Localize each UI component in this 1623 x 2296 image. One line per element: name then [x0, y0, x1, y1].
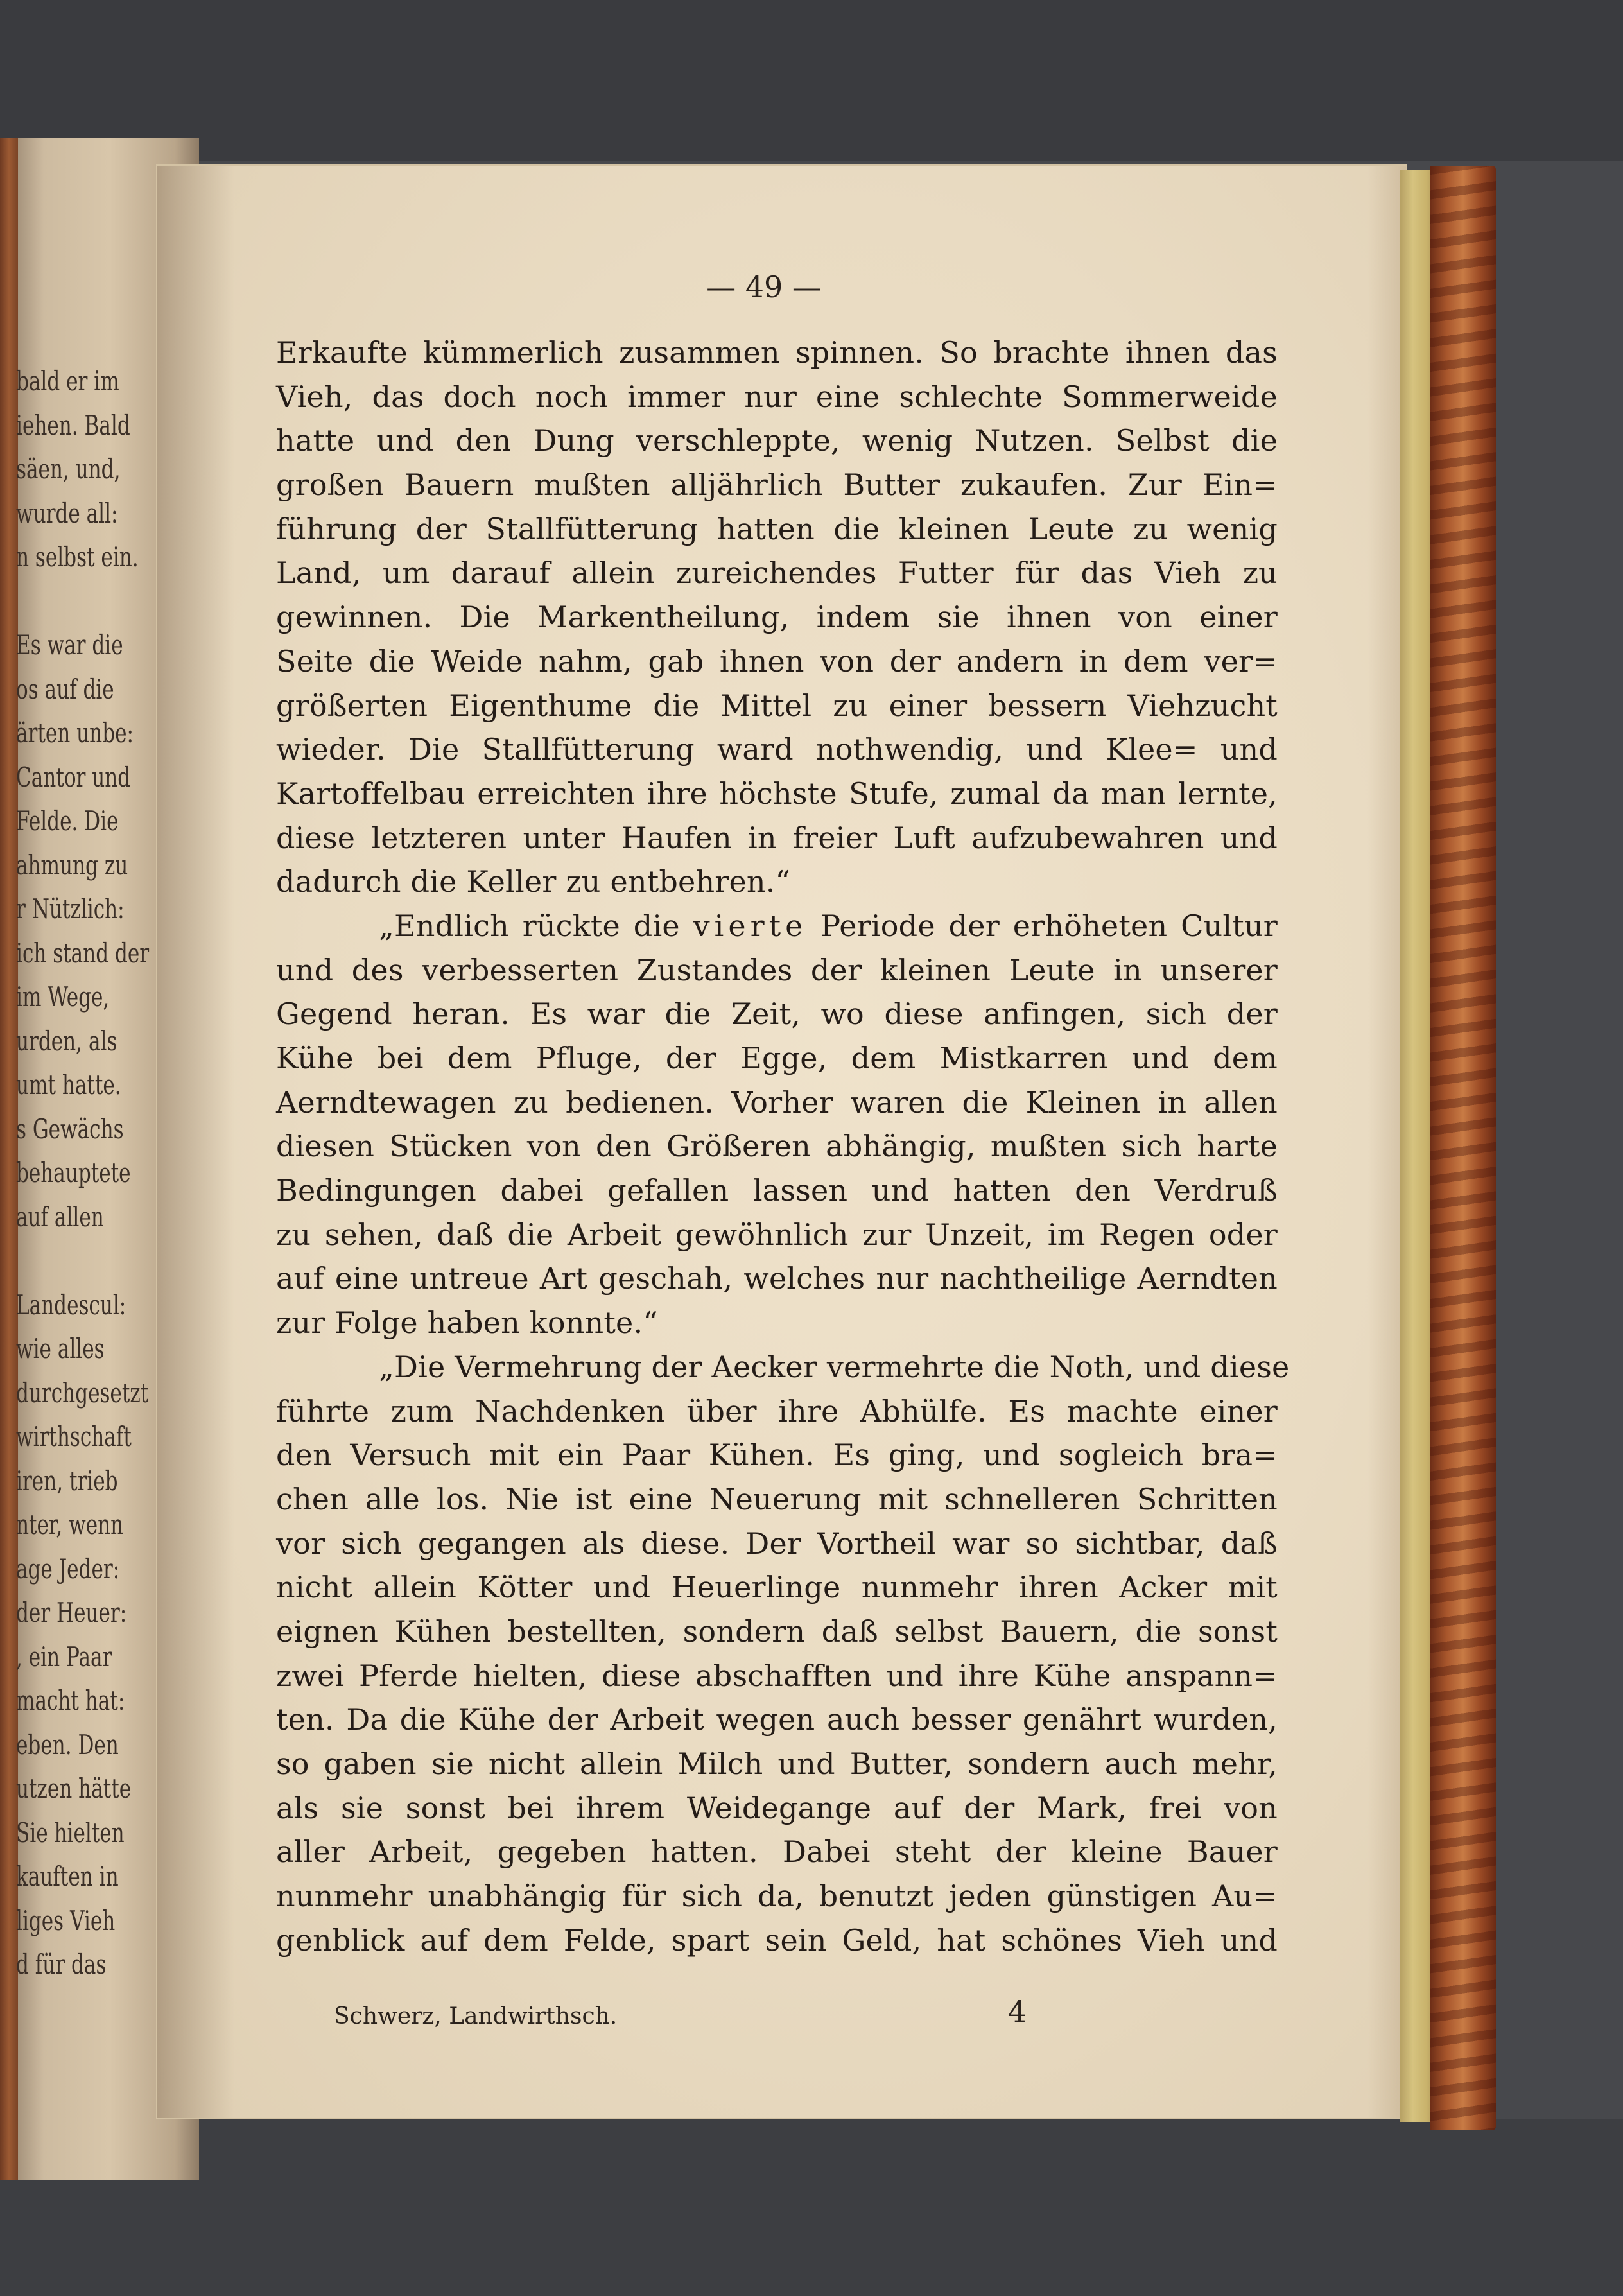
running-footer: Schwerz, Landwirthsch. — [334, 2003, 618, 2030]
previous-page-line: auf allen — [16, 1201, 104, 1233]
text-line: Kartoffelbau erreichten ihre höchste Stufe, zumal da man lernte, — [276, 776, 1278, 811]
previous-page-line: Sie hielten — [16, 1816, 125, 1848]
previous-page-line: ahmung zu — [16, 849, 128, 881]
text-line: zur Folge haben konnte.“ — [276, 1305, 659, 1341]
previous-page-line: eben. Den — [16, 1728, 119, 1761]
page-body — [276, 331, 1290, 1962]
text-line: wieder. Die Stallfütterung ward nothwendig, und Klee= und — [276, 732, 1278, 767]
leather-cover — [1430, 166, 1496, 2130]
text-line: und des verbesserten Zustandes der kleinen Leute in unserer — [276, 952, 1278, 987]
previous-page-line: säen, und, — [16, 453, 121, 485]
text-line: auf eine untreue Art geschah, welches nur nachtheilige Aerndten — [276, 1261, 1278, 1296]
text-line: Land, um darauf allein zureichendes Futter für das Vieh zu — [276, 555, 1278, 591]
text-line: Bedingungen dabei gefallen lassen und hatten den Verdruß — [276, 1173, 1278, 1208]
text-line: großen Bauern mußten alljährlich Butter zukaufen. Zur Ein= — [276, 467, 1278, 503]
previous-page-line: bald er im — [16, 365, 119, 397]
previous-page-line: , ein Paar — [16, 1640, 112, 1673]
previous-page-line: der Heuer: — [16, 1597, 127, 1628]
text-line: zu sehen, daß die Arbeit gewöhnlich zur Unzeit, im Regen oder — [276, 1217, 1278, 1252]
text-line: Vieh, das doch noch immer nur eine schlechte Sommerweide — [276, 379, 1278, 414]
previous-page-line: d für das — [16, 1949, 107, 1980]
text-line: führung der Stallfütterung hatten die kleinen Leute zu wenig — [276, 511, 1278, 546]
previous-page-line: nter, wenn — [16, 1509, 124, 1540]
previous-page-line: wirthschaft — [16, 1421, 132, 1452]
background-top — [0, 0, 1623, 161]
previous-page-line: Felde. Die — [16, 805, 119, 837]
previous-page-line: iehen. Bald — [16, 409, 130, 441]
previous-page-line: r Nützlich: — [16, 893, 125, 925]
text-line: Erkaufte kümmerlich zusammen spinnen. So brachte ihnen das — [276, 335, 1278, 370]
previous-page-line: umt hatte. — [16, 1069, 121, 1100]
previous-page-line: Landescul: — [16, 1289, 126, 1321]
text-line: größerten Eigenthume die Mittel zu einer bessern Viehzucht — [276, 688, 1278, 723]
emphasized-word: vierte — [693, 908, 808, 943]
previous-page-line: Es war die — [16, 629, 123, 661]
previous-page-line: Cantor und — [16, 761, 131, 793]
line-start: „Endlich rückte die — [379, 908, 693, 943]
previous-page-line: macht hat: — [16, 1685, 125, 1716]
previous-page-line: os auf die — [16, 673, 114, 705]
page-number: — 49 — — [706, 270, 822, 304]
previous-page-line: age Jeder: — [16, 1552, 120, 1585]
previous-page-line: urden, als — [16, 1025, 117, 1057]
previous-page-line: ich stand der — [16, 937, 150, 969]
text-line: genblick auf dem Felde, spart sein Geld, hat schönes Vieh und — [276, 1922, 1278, 1958]
text-line: führte zum Nachdenken über ihre Abhülfe. Es machte einer — [276, 1393, 1278, 1429]
text-line: nunmehr unabhängig für sich da, benutzt jeden günstigen Au= — [276, 1879, 1278, 1914]
previous-page-line: durchgesetzt — [16, 1377, 149, 1409]
text-line: so gaben sie nicht allein Milch und Butter, sondern auch mehr, — [276, 1746, 1278, 1781]
previous-page-line: im Wege, — [16, 981, 110, 1013]
text-line: Aerndtewagen zu bedienen. Vorher waren die Kleinen in allen — [276, 1084, 1278, 1120]
text-line: dadurch die Keller zu entbehren.“ — [276, 864, 791, 900]
text-line: chen alle los. Nie ist eine Neuerung mit schnelleren Schritten — [276, 1481, 1278, 1517]
text-line: „Die Vermehrung der Aecker vermehrte die Noth, und diese — [379, 1349, 1290, 1384]
text-line-emphasis — [276, 904, 1278, 948]
text-line: Gegend heran. Es war die Zeit, wo diese anfingen, sich der — [276, 996, 1278, 1032]
previous-page-gap — [16, 1239, 154, 1283]
text-line: aller Arbeit, gegeben hatten. Dabei steht der kleine Bauer — [276, 1834, 1278, 1870]
text-line: gewinnen. Die Markentheilung, indem sie ihnen von einer — [276, 600, 1278, 635]
previous-page-line: liges Vieh — [16, 1904, 116, 1936]
previous-page-line: iren, trieb — [16, 1465, 118, 1497]
text-line: hatte und den Dung verschleppte, wenig Nutzen. Selbst die — [276, 423, 1278, 458]
text-line: diese letzteren unter Haufen in freier Luft aufzubewahren und — [276, 820, 1278, 855]
previous-page-line: wie alles — [16, 1333, 105, 1364]
text-line: diesen Stücken von den Größeren abhängig, mußten sich harte — [276, 1129, 1278, 1164]
text-line: Seite die Weide nahm, gab ihnen von der andern in dem ver= — [276, 643, 1278, 679]
text-line: nicht allein Kötter und Heuerlinge nunmehr ihren Acker mit — [276, 1570, 1278, 1605]
previous-page-line: kauften in — [16, 1861, 119, 1892]
previous-page-line: n selbst ein. — [16, 541, 139, 573]
gutter-shadow — [157, 166, 234, 2118]
background-bottom — [0, 2119, 1623, 2296]
text-line: als sie sonst bei ihrem Weidegange auf der Mark, frei von — [276, 1790, 1278, 1825]
previous-page-line: s Gewächs — [16, 1113, 124, 1145]
previous-page-line: utzen hätte — [16, 1773, 132, 1804]
text-line: eignen Kühen bestellten, sondern daß selbst Bauern, die sonst — [276, 1613, 1278, 1649]
left-binding-edge — [0, 138, 18, 2180]
text-line: den Versuch mit ein Paar Kühen. Es ging, und sogleich bra= — [276, 1438, 1278, 1473]
text-line: zwei Pferde hielten, diese abschafften und ihre Kühe anspann= — [276, 1658, 1278, 1693]
line-rest: Periode der erhöheten Cultur — [807, 908, 1278, 943]
signature-mark: 4 — [1008, 1994, 1027, 2029]
previous-page-line: wurde all: — [16, 497, 118, 529]
text-line: vor sich gegangen als diese. Der Vortheil war so sichtbar, daß — [276, 1526, 1278, 1561]
previous-page-line: ärten unbe: — [16, 717, 134, 749]
previous-page-gap — [16, 580, 154, 624]
text-line: ten. Da die Kühe der Arbeit wegen auch besser genährt wurden, — [276, 1702, 1278, 1737]
text-line: Kühe bei dem Pfluge, der Egge, dem Mistkarren und dem — [276, 1041, 1278, 1075]
previous-page-line: behauptete — [16, 1157, 131, 1188]
